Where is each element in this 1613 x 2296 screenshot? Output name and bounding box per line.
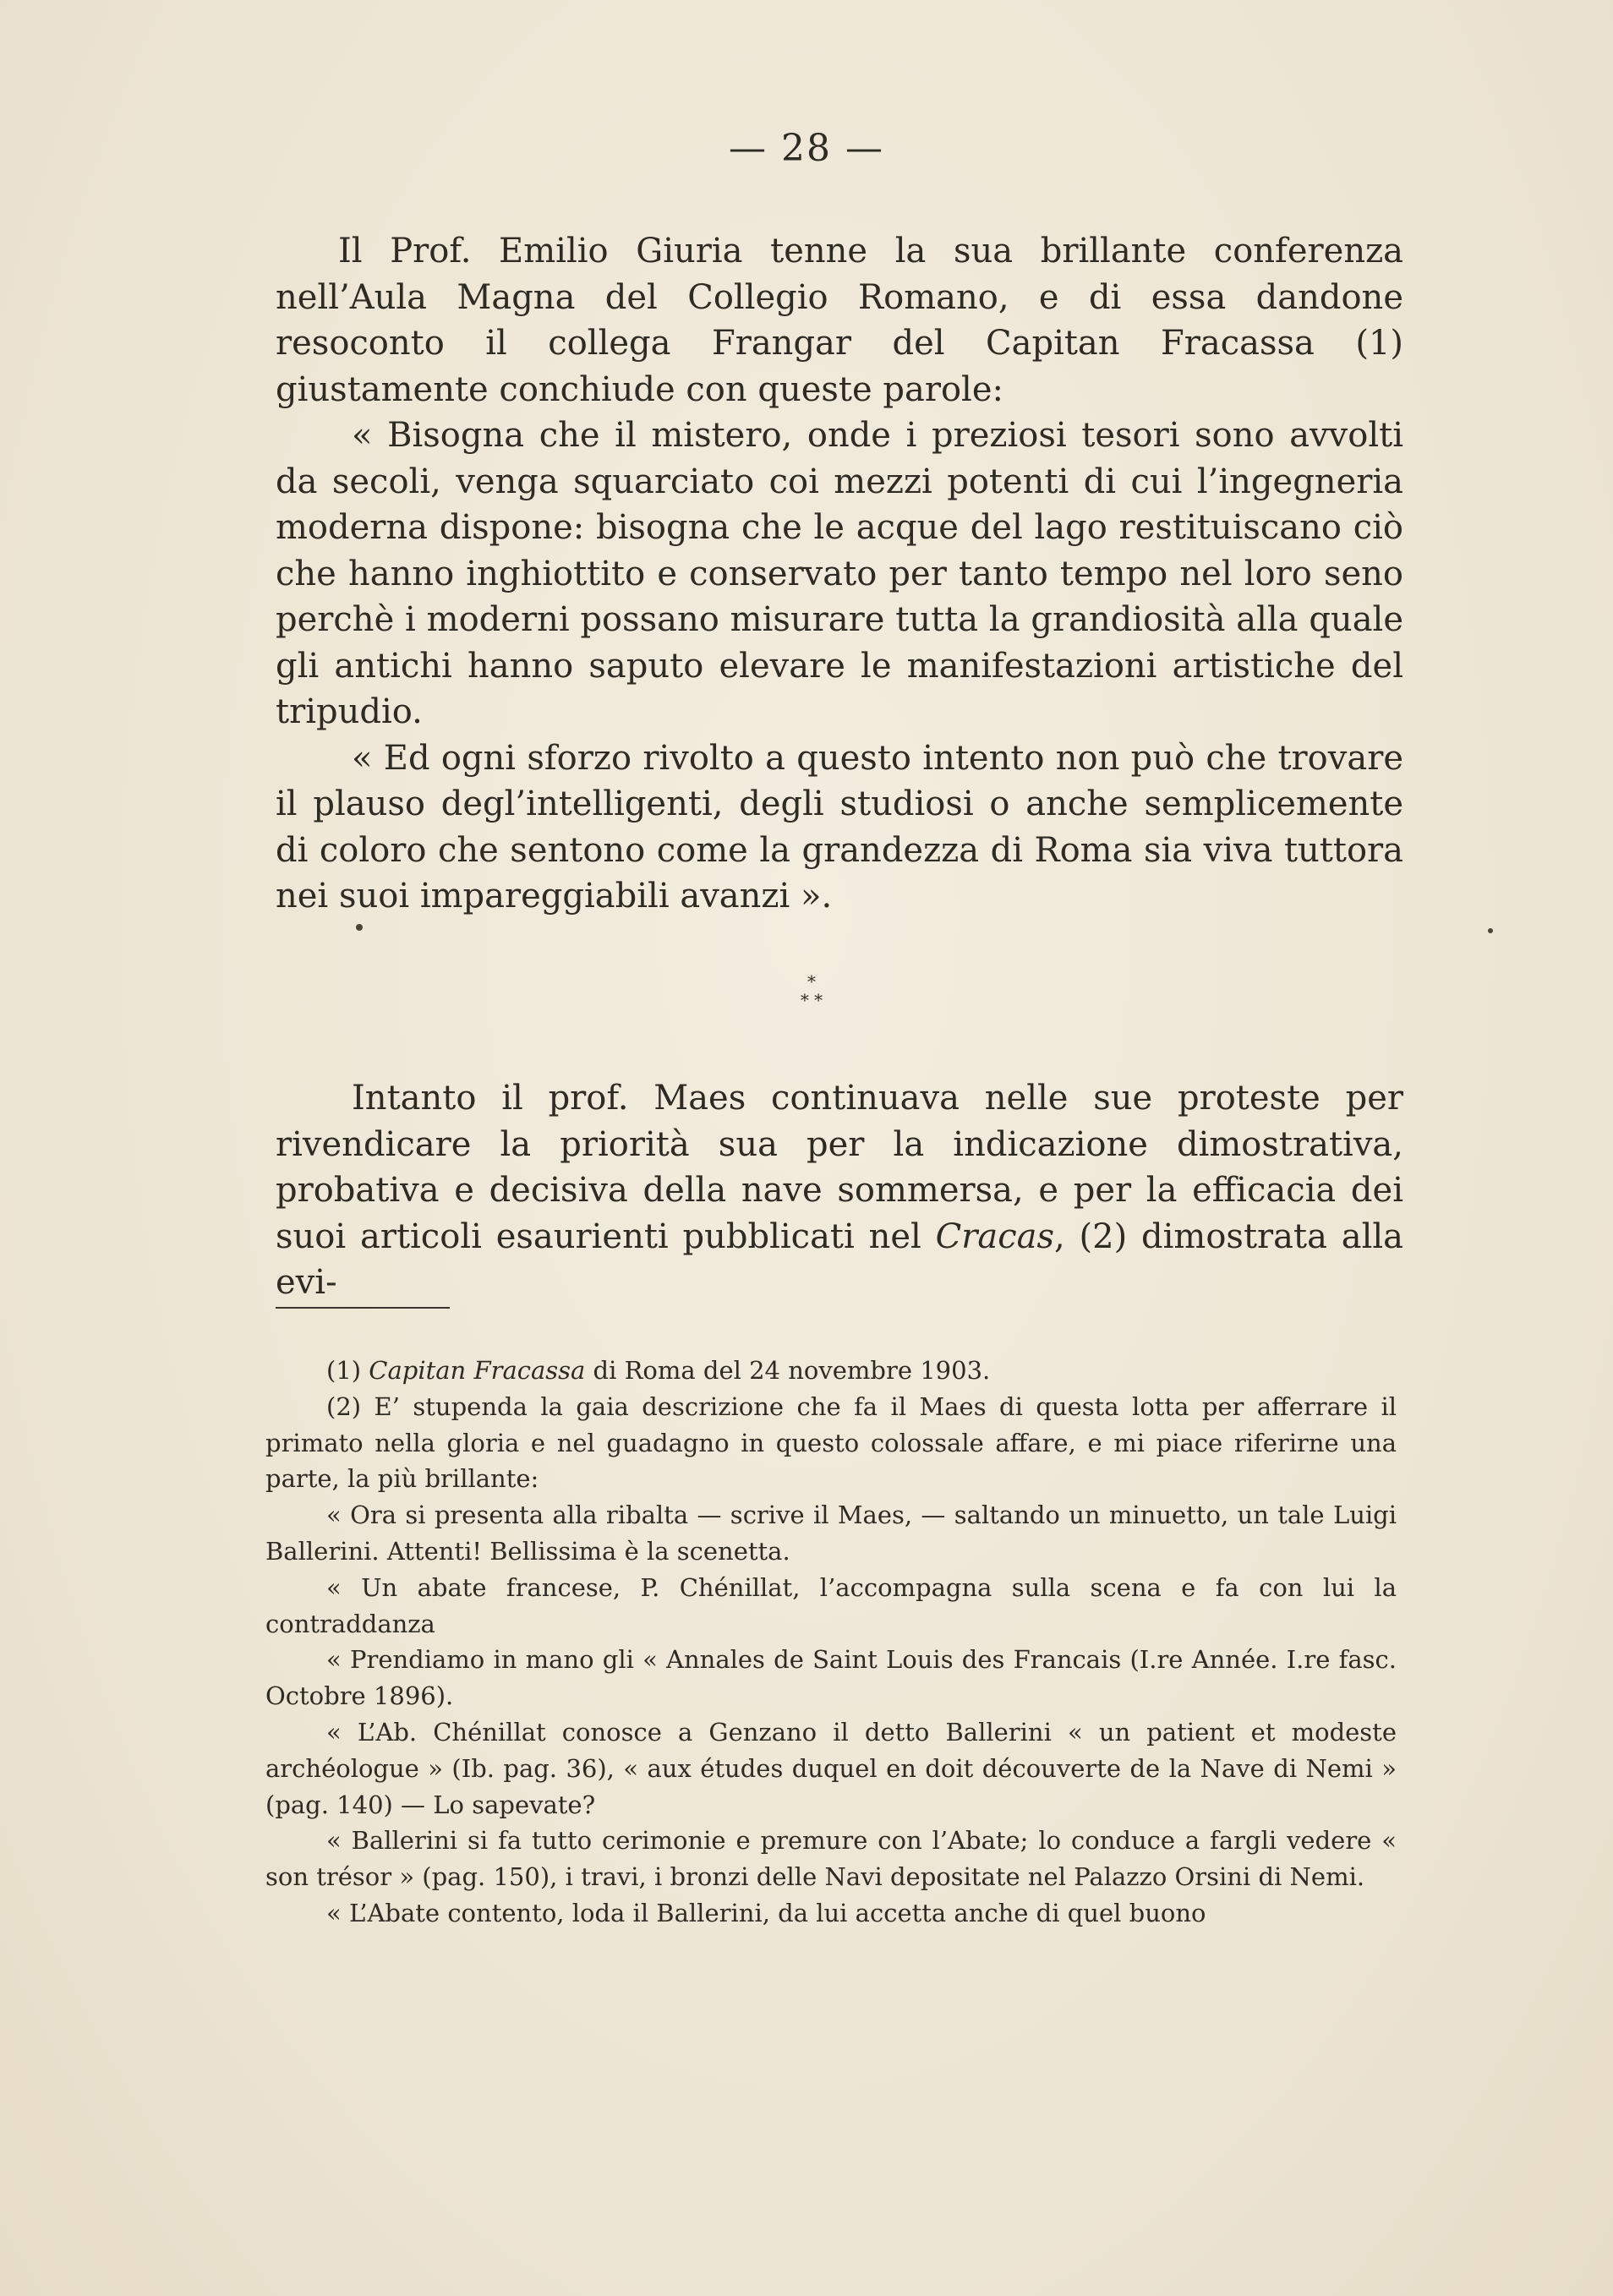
asterism-separator: [761, 972, 862, 1009]
paragraph-maes-start: Intanto il prof. Maes continuava nelle sue proteste per rivendicare la priorità sua per la indicazione dimostrativa, probativa e decisiva della nave sommersa, e per la efficacia dei suoi articoli esaurienti pubblicati nel: [276, 1079, 1403, 1256]
ink-speck: [1488, 928, 1493, 933]
footnote-2-ribalta: « Ora si presenta alla ribalta — scrive il Maes, — saltando un minuetto, un tale Luigi Ballerini. Attenti! Bellissima è la scenetta.: [265, 1501, 1397, 1566]
footnote-2-genzano: « L’Ab. Chénillat conosce a Genzano il detto Ballerini « un patient et modeste archéologue » (Ib. pag. 36), « aux études duquel en doit découverte de la Nave di Nemi » (pag. 140) — Lo sapevate?: [265, 1717, 1397, 1819]
footnote-1-title: Capitan Fracassa: [369, 1356, 586, 1385]
page-number: — 28 —: [729, 127, 884, 170]
footnote-2-abate: « Un abate francese, P. Chénillat, l’accompagna sulla scena e fa con lui la contraddanza: [265, 1572, 1397, 1638]
paragraph-quote-sforzo: « Ed ogni sforzo rivolto a questo intento non può che trovare il plauso degl’intelligenti, degli studiosi o anche semplicemente di coloro che sentono come la grandezza di Roma sia viva tuttora nei suoi impareggiabili avanzi ».: [276, 738, 1403, 916]
footnote-separator-rule: [276, 1307, 450, 1309]
paragraph-giuria: Il Prof. Emilio Giuria tenne la sua brillante conferenza nell’Aula Magna del Collegio Romano, e di essa dandone resoconto il collega Frangar del Capitan Fracassa (1) giustamente conchiude con queste parole:: [276, 232, 1403, 409]
footnote-2-tresor: « Ballerini si fa tutto cerimonie e premure con l’Abate; lo conduce a fargli vedere « son trésor » (pag. 150), i travi, i bronzi delle Navi depositate nel Palazzo Orsini di Nemi.: [265, 1826, 1397, 1892]
footnote-2-annales: « Prendiamo in mano gli « Annales de Saint Louis des Francais (I.re Année. I.re fasc. Octobre 1896).: [265, 1645, 1397, 1711]
cracas-title: Cracas: [935, 1216, 1055, 1256]
asterism-stars-bottom: * *: [800, 990, 823, 1010]
asterism-star-top: *: [807, 971, 816, 992]
paragraph-maes: [276, 1075, 1403, 1306]
main-text-top: [276, 228, 1403, 920]
footnote-2-contento: « L’Abate contento, loda il Ballerini, da lui accetta anche di quel buono: [326, 1898, 1206, 1927]
ink-speck: [356, 924, 363, 931]
paragraph-maes-end: , (2) dimostrata alla evi-: [276, 1216, 1403, 1302]
main-text-bottom: [276, 1075, 1403, 1306]
footnote-1-marker: (1): [326, 1356, 369, 1385]
footnote-2-intro: (2) E’ stupenda la gaia descrizione che fa il Maes di questa lotta per afferrare il primato nella gloria e nel guadagno in questo colossale affare, e mi piace riferirne una parte, la più brillante:: [265, 1391, 1397, 1494]
footnotes: [265, 1353, 1397, 1932]
paragraph-quote-bisogna: « Bisogna che il mistero, onde i preziosi tesori sono avvolti da secoli, venga squarciato coi mezzi potenti di cui l’ingegneria moderna dispone: bisogna che le acque del lago restituiscano ciò che hanno inghiottito e conservato per tanto tempo nel loro seno perchè i moderni possano misurare tutta la grandiosità alla quale gli antichi hanno saputo elevare le manifestazioni artistiche del tripudio.: [276, 416, 1403, 731]
footnote-1: [265, 1353, 1397, 1389]
footnote-1-rest: di Roma del 24 novembre 1903.: [585, 1356, 991, 1385]
